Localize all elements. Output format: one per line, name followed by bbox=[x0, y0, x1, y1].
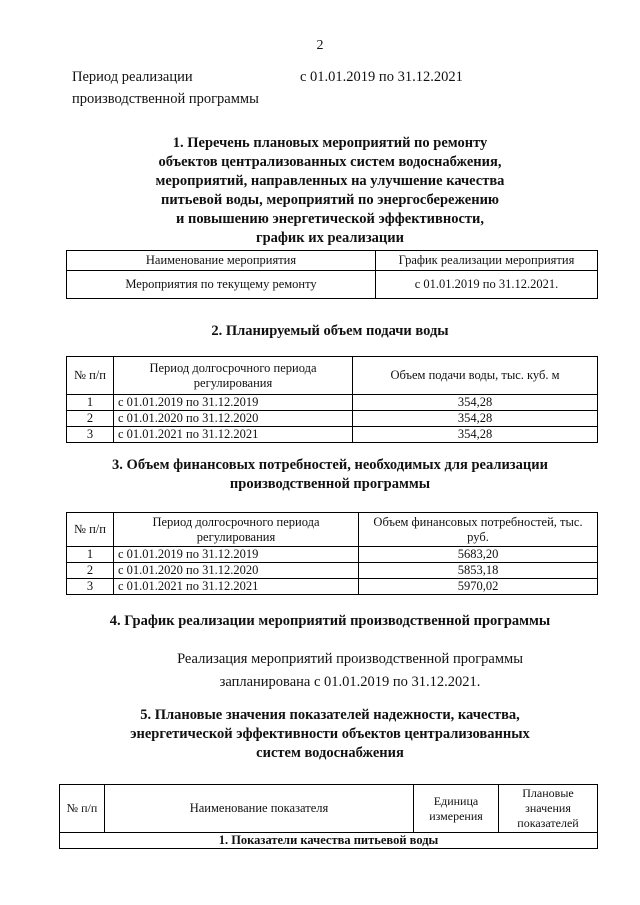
table-header: Наименование показателя bbox=[105, 785, 414, 833]
table-row bbox=[67, 427, 598, 443]
table-cell: 1 bbox=[67, 395, 114, 411]
events-table bbox=[66, 250, 598, 299]
table-cell: 3 bbox=[67, 427, 114, 443]
group-row: 1. Показатели качества питьевой воды bbox=[60, 833, 598, 849]
section5-title bbox=[60, 706, 600, 763]
section4-text-line2: запланирована с 01.01.2019 по 31.12.2021. bbox=[219, 674, 481, 690]
section1-title-line: объектов централизованных систем водоснабжения, bbox=[158, 154, 502, 170]
table-cell: с 01.01.2020 по 31.12.2020 bbox=[114, 411, 353, 427]
table-header: Плановые значения показателей bbox=[499, 785, 598, 833]
section1-title-line: график их реализации bbox=[255, 230, 404, 246]
table-cell: с 01.01.2019 по 31.12.2019 bbox=[114, 395, 353, 411]
financial-needs-table bbox=[66, 512, 598, 595]
section1-title-line: и повышению энергетической эффективности, bbox=[176, 211, 484, 227]
table-row bbox=[67, 411, 598, 427]
table-cell: 3 bbox=[67, 579, 114, 595]
period-value: с 01.01.2019 по 31.12.2021 bbox=[300, 69, 463, 85]
table-header: № п/п bbox=[67, 357, 114, 395]
table-row bbox=[67, 547, 598, 563]
table-header: Единица измерения bbox=[414, 785, 499, 833]
section4-text bbox=[60, 648, 640, 694]
indicators-table bbox=[59, 784, 598, 849]
section5-title-line: 5. Плановые значения показателей надежности, качества, bbox=[140, 707, 520, 723]
section1-title-line: 1. Перечень плановых мероприятий по ремонту bbox=[172, 135, 488, 151]
table-cell: 1 bbox=[67, 547, 114, 563]
table-cell: с 01.01.2019 по 31.12.2019 bbox=[114, 547, 359, 563]
table-header: № п/п bbox=[60, 785, 105, 833]
section3-title bbox=[60, 456, 600, 494]
table-header: Объем финансовых потребностей, тыс. руб. bbox=[359, 513, 598, 547]
table-cell: 354,28 bbox=[353, 395, 598, 411]
table-header: № п/п bbox=[67, 513, 114, 547]
table-cell: с 01.01.2020 по 31.12.2020 bbox=[114, 563, 359, 579]
section5-title-line: систем водоснабжения bbox=[256, 745, 404, 761]
table-cell: 354,28 bbox=[353, 427, 598, 443]
section3-title-line: 3. Объем финансовых потребностей, необходимых для реализации bbox=[112, 457, 548, 473]
table-row bbox=[67, 563, 598, 579]
table-cell: 5970,02 bbox=[359, 579, 598, 595]
section1-title-line: мероприятий, направленных на улучшение качества bbox=[155, 173, 505, 189]
section3-title-line: производственной программы bbox=[229, 476, 431, 492]
table-cell: Мероприятия по текущему ремонту bbox=[67, 271, 376, 299]
table-row bbox=[67, 395, 598, 411]
section5-title-line: энергетической эффективности объектов централизованных bbox=[130, 726, 530, 742]
table-cell: 5683,20 bbox=[359, 547, 598, 563]
table-header: Объем подачи воды, тыс. куб. м bbox=[353, 357, 598, 395]
water-supply-table bbox=[66, 356, 598, 443]
table-cell: с 01.01.2021 по 31.12.2021 bbox=[114, 579, 359, 595]
table-cell: с 01.01.2019 по 31.12.2021. bbox=[376, 271, 598, 299]
section4-title: 4. График реализации мероприятий производственной программы bbox=[109, 613, 551, 629]
period-label-line2: производственной программы bbox=[72, 91, 259, 107]
table-row bbox=[67, 579, 598, 595]
table-cell: 354,28 bbox=[353, 411, 598, 427]
table-cell: с 01.01.2021 по 31.12.2021 bbox=[114, 427, 353, 443]
section4-text-line1: Реализация мероприятий производственной программы bbox=[177, 651, 523, 667]
table-cell: 2 bbox=[67, 411, 114, 427]
table-header: Наименование мероприятия bbox=[67, 251, 376, 271]
page-number: 2 bbox=[316, 38, 324, 53]
table-header: Период долгосрочного периода регулирования bbox=[114, 513, 359, 547]
section1-title bbox=[60, 134, 600, 248]
section2-title: 2. Планируемый объем подачи воды bbox=[211, 323, 449, 339]
table-cell: 5853,18 bbox=[359, 563, 598, 579]
period-label bbox=[72, 66, 259, 110]
section1-title-line: питьевой воды, мероприятий по энергосбережению bbox=[160, 192, 500, 208]
table-cell: 2 bbox=[67, 563, 114, 579]
table-header: Период долгосрочного периода регулирования bbox=[114, 357, 353, 395]
table-header: График реализации мероприятия bbox=[376, 251, 598, 271]
period-label-line1: Период реализации bbox=[72, 69, 193, 85]
